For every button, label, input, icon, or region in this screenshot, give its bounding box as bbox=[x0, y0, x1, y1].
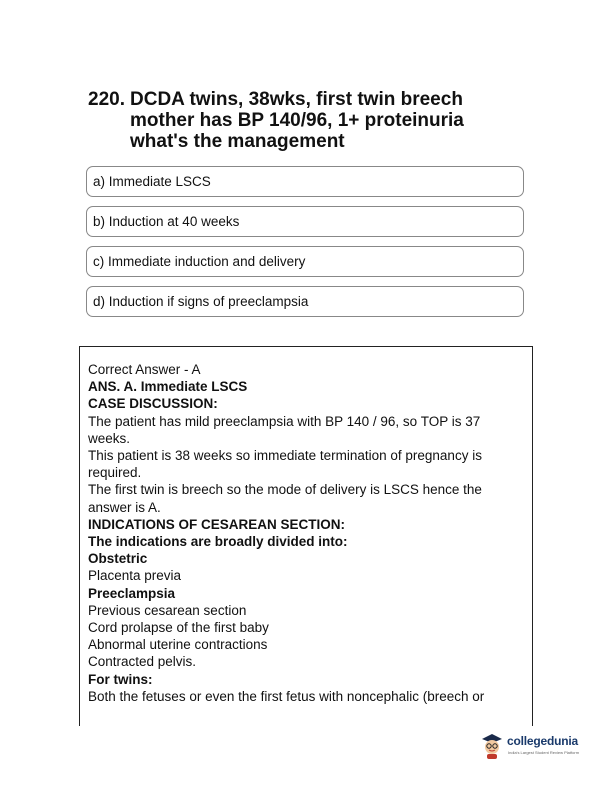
obstetric-heading: Obstetric bbox=[88, 551, 148, 567]
correct-answer: Correct Answer - A bbox=[88, 362, 201, 377]
list-item: Contracted pelvis. bbox=[88, 653, 518, 670]
answer-explanation-box bbox=[79, 346, 533, 726]
question bbox=[88, 89, 528, 152]
option-d[interactable]: d) Induction if signs of preeclampsia bbox=[86, 286, 524, 317]
case-discussion-list bbox=[88, 413, 518, 516]
indications-subheading: The indications are broadly divided into: bbox=[88, 534, 348, 550]
list-item: The first twin is breech so the mode of delivery is LSCS hence the answer is A. bbox=[88, 481, 518, 515]
indications-heading: INDICATIONS OF CESAREAN SECTION: bbox=[88, 516, 346, 532]
logo-text: collegedunia bbox=[507, 734, 578, 748]
question-line-3: what's the management bbox=[130, 131, 345, 152]
question-line-1: 220. DCDA twins, 38wks, first twin breech bbox=[88, 89, 463, 110]
list-item: Cord prolapse of the first baby bbox=[88, 619, 518, 636]
answer-heading: ANS. A. Immediate LSCS bbox=[88, 379, 248, 395]
twins-heading: For twins: bbox=[88, 671, 153, 687]
question-line-2: mother has BP 140/96, 1+ proteinuria bbox=[130, 110, 464, 131]
list-item: Previous cesarean section bbox=[88, 602, 518, 619]
answer-content bbox=[88, 361, 518, 705]
list-item: Placenta previa bbox=[88, 567, 518, 584]
question-number: 220. bbox=[88, 89, 125, 110]
option-a[interactable]: a) Immediate LSCS bbox=[86, 166, 524, 197]
list-item: Abnormal uterine contractions bbox=[88, 636, 518, 653]
option-b[interactable]: b) Induction at 40 weeks bbox=[86, 206, 524, 237]
mascot-icon bbox=[480, 731, 504, 759]
list-item: This patient is 38 weeks so immediate termination of pregnancy is required. bbox=[88, 447, 518, 481]
twins-list bbox=[88, 688, 518, 705]
collegedunia-logo bbox=[480, 731, 580, 761]
obstetric-list bbox=[88, 567, 518, 670]
list-item: Preeclampsia bbox=[88, 585, 518, 602]
list-item: The patient has mild preeclampsia with BP 140 / 96, so TOP is 37 weeks. bbox=[88, 413, 518, 447]
case-discussion-heading: CASE DISCUSSION: bbox=[88, 396, 218, 412]
option-c[interactable]: c) Immediate induction and delivery bbox=[86, 246, 524, 277]
list-item: Both the fetuses or even the first fetus with noncephalic (breech or bbox=[88, 688, 518, 705]
logo-tagline: India's Largest Student Review Platform bbox=[508, 750, 580, 755]
